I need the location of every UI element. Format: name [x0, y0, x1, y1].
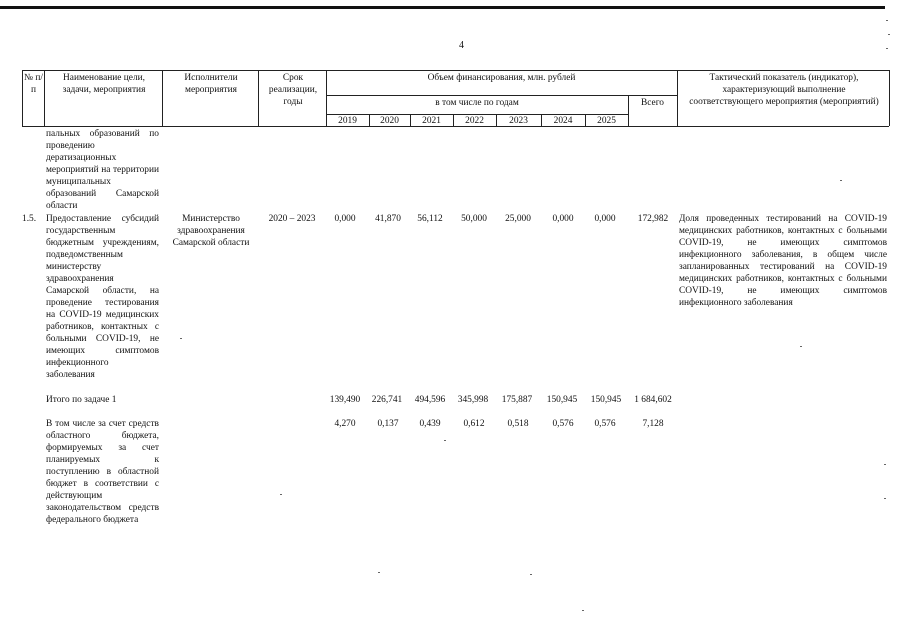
- total-task1-label: Итого по задаче 1: [46, 395, 117, 405]
- header-executors: Исполнители мероприятия: [184, 73, 238, 96]
- row-1-5-value-2021: 56,112: [417, 214, 443, 224]
- header-name: Наименование цели, задачи, мероприятия: [62, 73, 146, 96]
- row-1-5-term: 2020 – 2023: [268, 214, 316, 224]
- row-1-5-executor: Министерство здравоохранения Самарской области: [172, 214, 250, 249]
- total-task1-value-2020: 226,741: [371, 395, 403, 405]
- regional-share-value-2020: 0,137: [377, 419, 399, 429]
- row-1-5-value-2022: 50,000: [461, 214, 487, 224]
- regional-share-value-2025: 0,576: [594, 419, 616, 429]
- total-task1-total: 1 684,602: [634, 395, 672, 405]
- total-task1-value-2019: 139,490: [329, 395, 361, 405]
- top-border-line: [0, 6, 885, 9]
- header-year-2020: 2020: [380, 116, 399, 126]
- row-1-5-value-2020: 41,870: [375, 214, 401, 224]
- header-indicator: Тактический показатель (индикатор), характеризующий выполнение соответствующего мероприятия (мероприятий): [689, 73, 879, 108]
- regional-share-value-2022: 0,612: [463, 419, 485, 429]
- header-no: № п/п: [24, 73, 43, 96]
- total-task1-value-2022: 345,998: [457, 395, 489, 405]
- total-task1-value-2023: 175,887: [501, 395, 533, 405]
- page-number: 4: [459, 40, 464, 51]
- regional-share-total: 7,128: [642, 419, 664, 429]
- row-1-5-indicator: Доля проведенных тестирований на COVID-19 медицинских работников, контактных с больными COVID-19, не имеющих симптомов инфекционного заболевания, в общем числе запланированных тестирований на COVID-19 медицинских работников, контактных с больными COVID-19, не имеющих симптомов инфекционного заболевания: [679, 214, 887, 309]
- header-year-2021: 2021: [422, 116, 441, 126]
- regional-share-label: В том числе за счет средств областного бюджета, формируемых за счет планируемых к поступлению в областной бюджет в соответствии с действующим законодательством средств федерального бюджета: [46, 419, 159, 526]
- header-year-2024: 2024: [553, 116, 573, 126]
- row-1-5-value-2024: 0,000: [552, 214, 574, 224]
- row-1-5-name: Предоставление субсидий государственным бюджетным учреждениям, подведомственным министерству здравоохранения Самарской области, на проведение тестирования на COVID-19 медицинских работников, контактных с больными COVID-19, не имеющих симптомов инфекционного заболевания: [46, 214, 159, 381]
- continuation-text: пальных образований по проведению дератизационных мероприятий на территории муниципальных образований Самарской области: [46, 129, 159, 212]
- total-task1-value-2021: 494,596: [414, 395, 446, 405]
- total-task1-value-2025: 150,945: [590, 395, 622, 405]
- header-total: Всего: [641, 98, 664, 108]
- regional-share-value-2023: 0,518: [507, 419, 529, 429]
- row-1-5-value-2019: 0,000: [334, 214, 356, 224]
- total-task1-value-2024: 150,945: [546, 395, 578, 405]
- header-term: Срок реализации, годы: [268, 73, 318, 108]
- header-by-years: в том числе по годам: [435, 98, 519, 108]
- regional-share-value-2021: 0,439: [419, 419, 441, 429]
- row-1-5-value-2025: 0,000: [594, 214, 616, 224]
- header-year-2023: 2023: [509, 116, 528, 126]
- header-year-2019: 2019: [338, 116, 357, 126]
- header-year-2025: 2025: [597, 116, 616, 126]
- header-funding: Объем финансирования, млн. рублей: [427, 73, 576, 83]
- header-year-2022: 2022: [465, 116, 484, 126]
- row-1-5-number: 1.5.: [22, 214, 37, 224]
- row-1-5-value-2023: 25,000: [505, 214, 531, 224]
- regional-share-value-2024: 0,576: [552, 419, 574, 429]
- regional-share-value-2019: 4,270: [334, 419, 356, 429]
- row-1-5-total: 172,982: [637, 214, 669, 224]
